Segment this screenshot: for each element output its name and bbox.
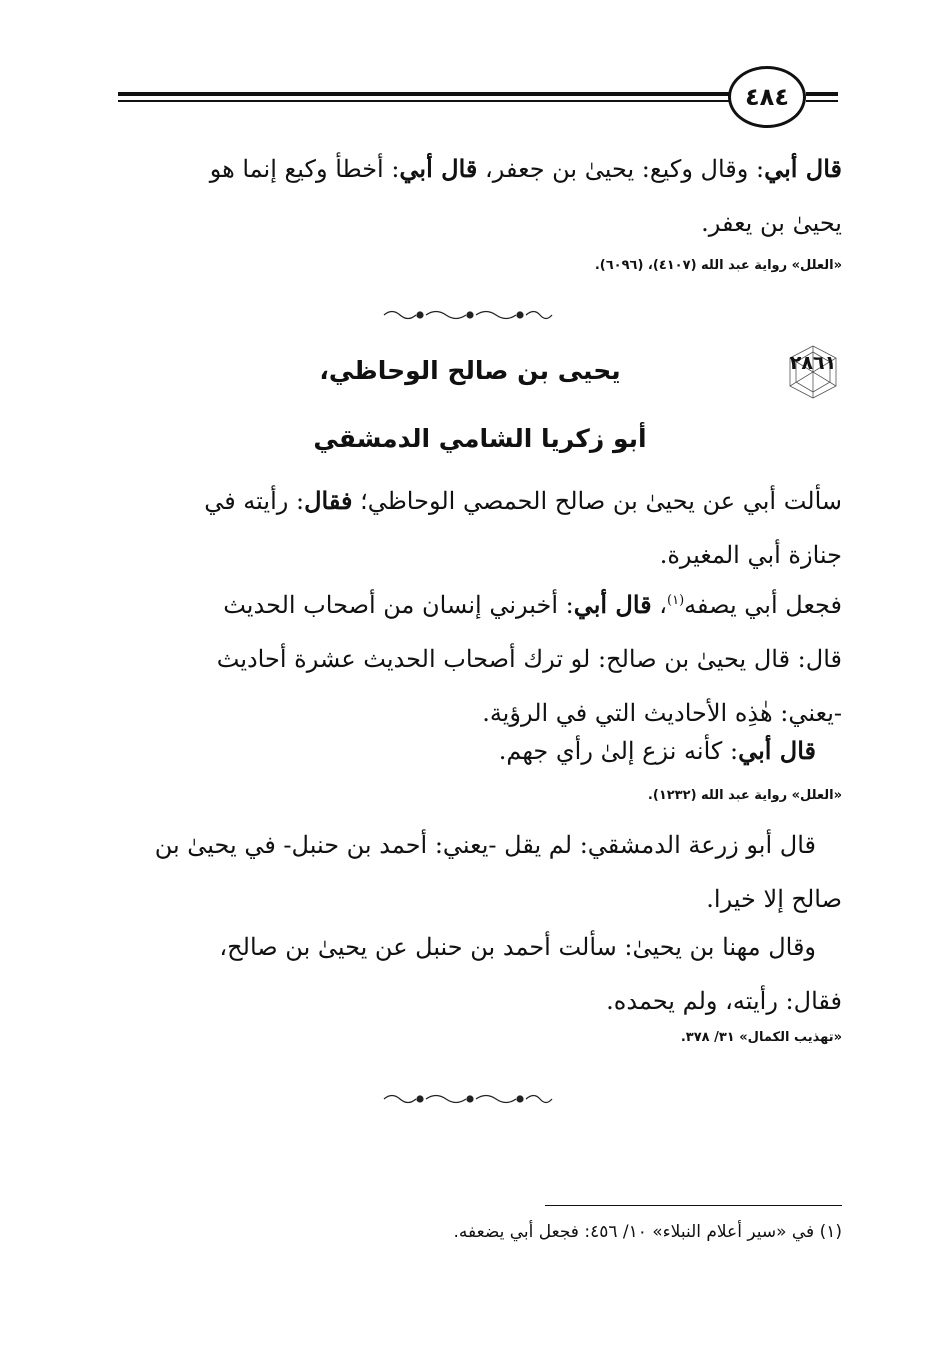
speaker-label: قال أبي (399, 154, 478, 183)
text: : أخبرني إنسان من أصحاب الحديث (223, 591, 574, 619)
text: ، (651, 591, 668, 619)
text: صالح إلا خيرا. (706, 885, 842, 913)
page-number-badge (728, 66, 806, 128)
text: : وقال وكيع: يحيىٰ بن جعفر، (477, 155, 765, 183)
footnote-marker: (١) (667, 593, 685, 608)
ornament-divider (380, 1092, 556, 1106)
text: : رأيته في (204, 487, 305, 515)
header-rule (118, 100, 730, 102)
speaker-label: قال أبي (764, 154, 842, 183)
text: -يعني: هٰذِه الأحاديث التي في الرؤية. (482, 699, 842, 727)
text: : أخطأ وكيع إنما هو (209, 155, 400, 183)
text: جنازة أبي المغيرة. (659, 541, 842, 569)
paragraph (118, 574, 842, 740)
paragraph (118, 142, 842, 250)
source-citation: «العلل» رواية عبد الله (١٢٣٢). (647, 788, 842, 803)
header-rule (806, 92, 838, 96)
text: فقال: رأيته، ولم يحمده. (606, 987, 842, 1015)
speaker-label: فقال (304, 486, 353, 515)
entry-number: ٢٨٦١ (789, 352, 837, 374)
text: قال أبو زرعة الدمشقي: لم يقل -يعني: أحمد بن حنبل- في يحيىٰ بن (154, 831, 816, 859)
entry-kunya-heading: أبو زكريا الشامي الدمشقي (313, 424, 647, 453)
speaker-label: قال أبي (738, 736, 816, 765)
ornament-divider (380, 308, 556, 322)
paragraph (118, 724, 842, 778)
header-rule (118, 92, 730, 96)
paragraph (118, 474, 842, 582)
header-rule (806, 100, 838, 102)
text: سألت أبي عن يحيىٰ بن صالح الحمصي الوحاظي؛ (352, 487, 842, 515)
speaker-label: قال أبي (573, 590, 652, 619)
footnote: (١) في «سير أعلام النبلاء» ١٠/ ٤٥٦: فجعل أبي يضعفه. (453, 1222, 842, 1242)
text: قال: قال يحيىٰ بن صالح: لو ترك أصحاب الحديث عشرة أحاديث (216, 645, 842, 673)
source-citation: «تهذيب الكمال» ٣١/ ٣٧٨. (680, 1030, 842, 1045)
paragraph (118, 818, 842, 926)
text: : كأنه نزع إلىٰ رأي جهم. (498, 737, 739, 765)
entry-name-heading: يحيى بن صالح الوحاظي، (319, 356, 621, 385)
page-number: ٤٨٤ (745, 83, 789, 111)
text: وقال مهنا بن يحيىٰ: سألت أحمد بن حنبل عن يحيىٰ بن صالح، (219, 933, 816, 961)
source-citation: «العلل» رواية عبد الله (٤١٠٧)، (٦٠٩٦). (594, 258, 842, 273)
footnote-rule (545, 1205, 842, 1206)
text: فجعل أبي يصفه (684, 591, 842, 619)
paragraph (118, 920, 842, 1028)
text: يحيىٰ بن يعفر. (701, 209, 842, 237)
